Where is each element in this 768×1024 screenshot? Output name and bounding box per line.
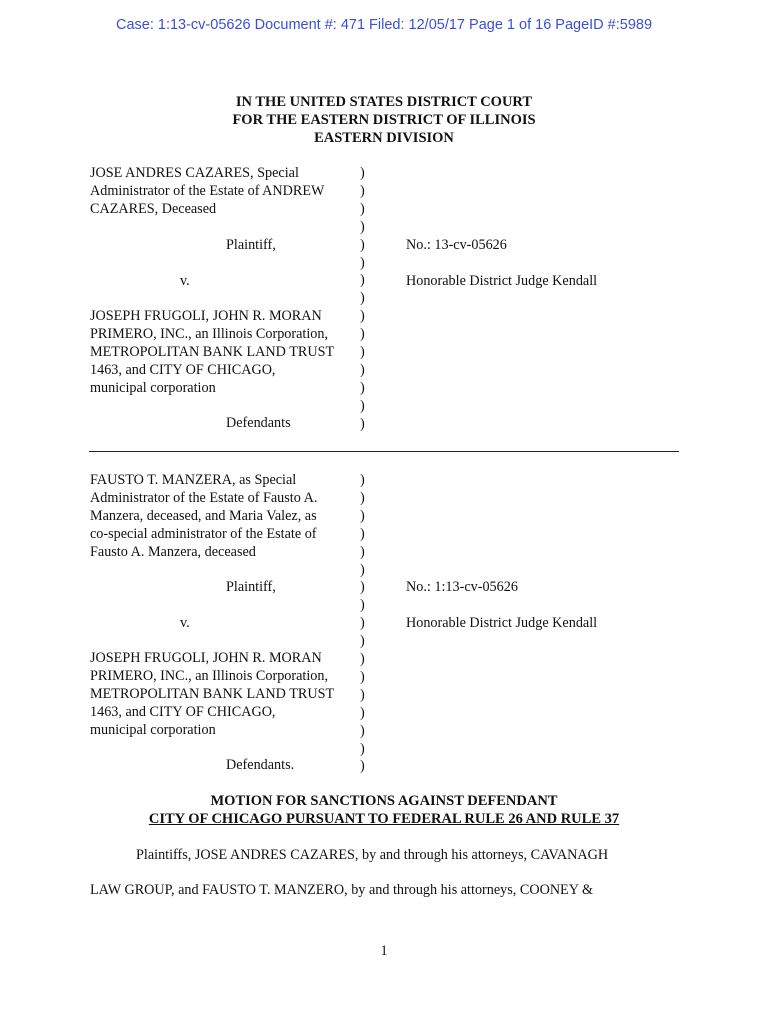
caption-parenthesis: ): [360, 633, 365, 650]
court-heading-line3: EASTERN DIVISION: [314, 130, 454, 146]
motion-title-line1: MOTION FOR SANCTIONS AGAINST DEFENDANT: [210, 793, 558, 809]
case2-defendant-line: JOSEPH FRUGOLI, JOHN R. MORAN: [90, 650, 322, 666]
case2-plaintiff-line: Fausto A. Manzera, deceased: [90, 544, 256, 560]
case1-case-number: No.: 13-cv-05626: [406, 237, 507, 253]
case1-defendant-label: Defendants: [226, 415, 291, 431]
case2-plaintiff-line: co-special administrator of the Estate of: [90, 526, 317, 542]
case2-plaintiff-line: FAUSTO T. MANZERA, as Special: [90, 472, 297, 488]
caption-parenthesis: ): [360, 344, 365, 360]
case2-case-number: No.: 1:13-cv-05626: [406, 579, 518, 595]
caption-parenthesis: ): [360, 740, 365, 757]
caption-parenthesis: ): [360, 507, 365, 524]
case2-defendant-label: Defendants.: [226, 757, 295, 773]
page-number: 1: [380, 943, 388, 959]
case1-plaintiff-line: CAZARES, Deceased: [90, 201, 217, 217]
case2-defendant-line: 1463, and CITY OF CHICAGO,: [90, 704, 276, 720]
case1-defendant-line: JOSEPH FRUGOLI, JOHN R. MORAN: [90, 308, 322, 324]
caption-parenthesis: ): [360, 704, 365, 721]
case1-plaintiff-line: Administrator of the Estate of ANDREW: [90, 183, 325, 199]
case2-judge: Honorable District Judge Kendall: [406, 615, 598, 631]
case2-plaintiff-line: Manzera, deceased, and Maria Valez, as: [90, 508, 317, 524]
caption-parenthesis: ): [360, 525, 365, 542]
case1-defendant-line: 1463, and CITY OF CHICAGO,: [90, 362, 276, 378]
caption-parenthesis: ): [360, 379, 365, 396]
caption-parenthesis: ): [360, 165, 365, 181]
case1-versus: v.: [180, 273, 190, 289]
caption-parenthesis: ): [360, 651, 365, 667]
caption-parenthesis: ): [360, 236, 365, 253]
case2-defendant-line: municipal corporation: [90, 722, 216, 738]
case1-defendant-line: METROPOLITAN BANK LAND TRUST: [90, 344, 335, 360]
body-line1: Plaintiffs, JOSE ANDRES CAZARES, by and through his attorneys, CAVANAGH: [136, 847, 609, 863]
court-heading-line1: IN THE UNITED STATES DISTRICT COURT: [235, 94, 533, 110]
case2-versus: v.: [180, 615, 190, 631]
caption-parenthesis: ): [360, 397, 365, 414]
caption-parenthesis: ): [360, 254, 365, 271]
case1-plaintiff-label: Plaintiff,: [226, 237, 276, 253]
caption-parenthesis: ): [360, 579, 365, 596]
caption-parenthesis: ): [360, 543, 365, 560]
caption-parenthesis: ): [360, 290, 365, 307]
case2-defendant-line: PRIMERO, INC., an Illinois Corporation,: [90, 668, 329, 684]
case2-defendant-line: METROPOLITAN BANK LAND TRUST: [90, 686, 335, 702]
caption-parenthesis: ): [360, 561, 365, 578]
caption-parenthesis: ): [360, 308, 365, 325]
court-heading-line2: FOR THE EASTERN DISTRICT OF ILLINOIS: [232, 112, 536, 128]
case1-defendant-line: PRIMERO, INC., an Illinois Corporation,: [90, 326, 329, 342]
caption-parenthesis: ): [360, 361, 365, 378]
motion-title-line2-text: CITY OF CHICAGO PURSUANT TO FEDERAL RULE 26 AND RULE 37: [148, 811, 620, 827]
case2-plaintiff-label: Plaintiff,: [226, 579, 276, 595]
caption-divider: [89, 451, 679, 452]
caption-parenthesis: ): [360, 472, 365, 488]
caption-parenthesis: ): [360, 686, 365, 703]
caption-parenthesis: ): [360, 758, 365, 775]
caption-parenthesis: ): [360, 182, 365, 199]
caption-parenthesis: ): [360, 200, 365, 217]
caption-parenthesis: ): [360, 597, 365, 614]
caption-parenthesis: ): [360, 615, 365, 632]
motion-title-line2: [0, 810, 768, 828]
caption-parenthesis: ): [360, 326, 365, 343]
filing-stamp: Case: 1:13-cv-05626 Document #: 471 Filed: 12/05/17 Page 1 of 16 PageID #:5989: [115, 17, 653, 33]
caption-parenthesis: ): [360, 722, 365, 739]
caption-parenthesis: ): [360, 489, 365, 506]
case1-defendant-line: municipal corporation: [90, 380, 216, 396]
caption-parenthesis: ): [360, 272, 365, 289]
caption-parenthesis: ): [360, 415, 365, 432]
caption-parenthesis: ): [360, 668, 365, 685]
caption-parenthesis: ): [360, 218, 365, 235]
case2-plaintiff-line: Administrator of the Estate of Fausto A.: [90, 490, 318, 506]
case1-judge: Honorable District Judge Kendall: [406, 273, 598, 289]
case1-plaintiff-line: JOSE ANDRES CAZARES, Special: [90, 165, 299, 181]
body-line2: LAW GROUP, and FAUSTO T. MANZERO, by and through his attorneys, COONEY &: [90, 882, 594, 898]
